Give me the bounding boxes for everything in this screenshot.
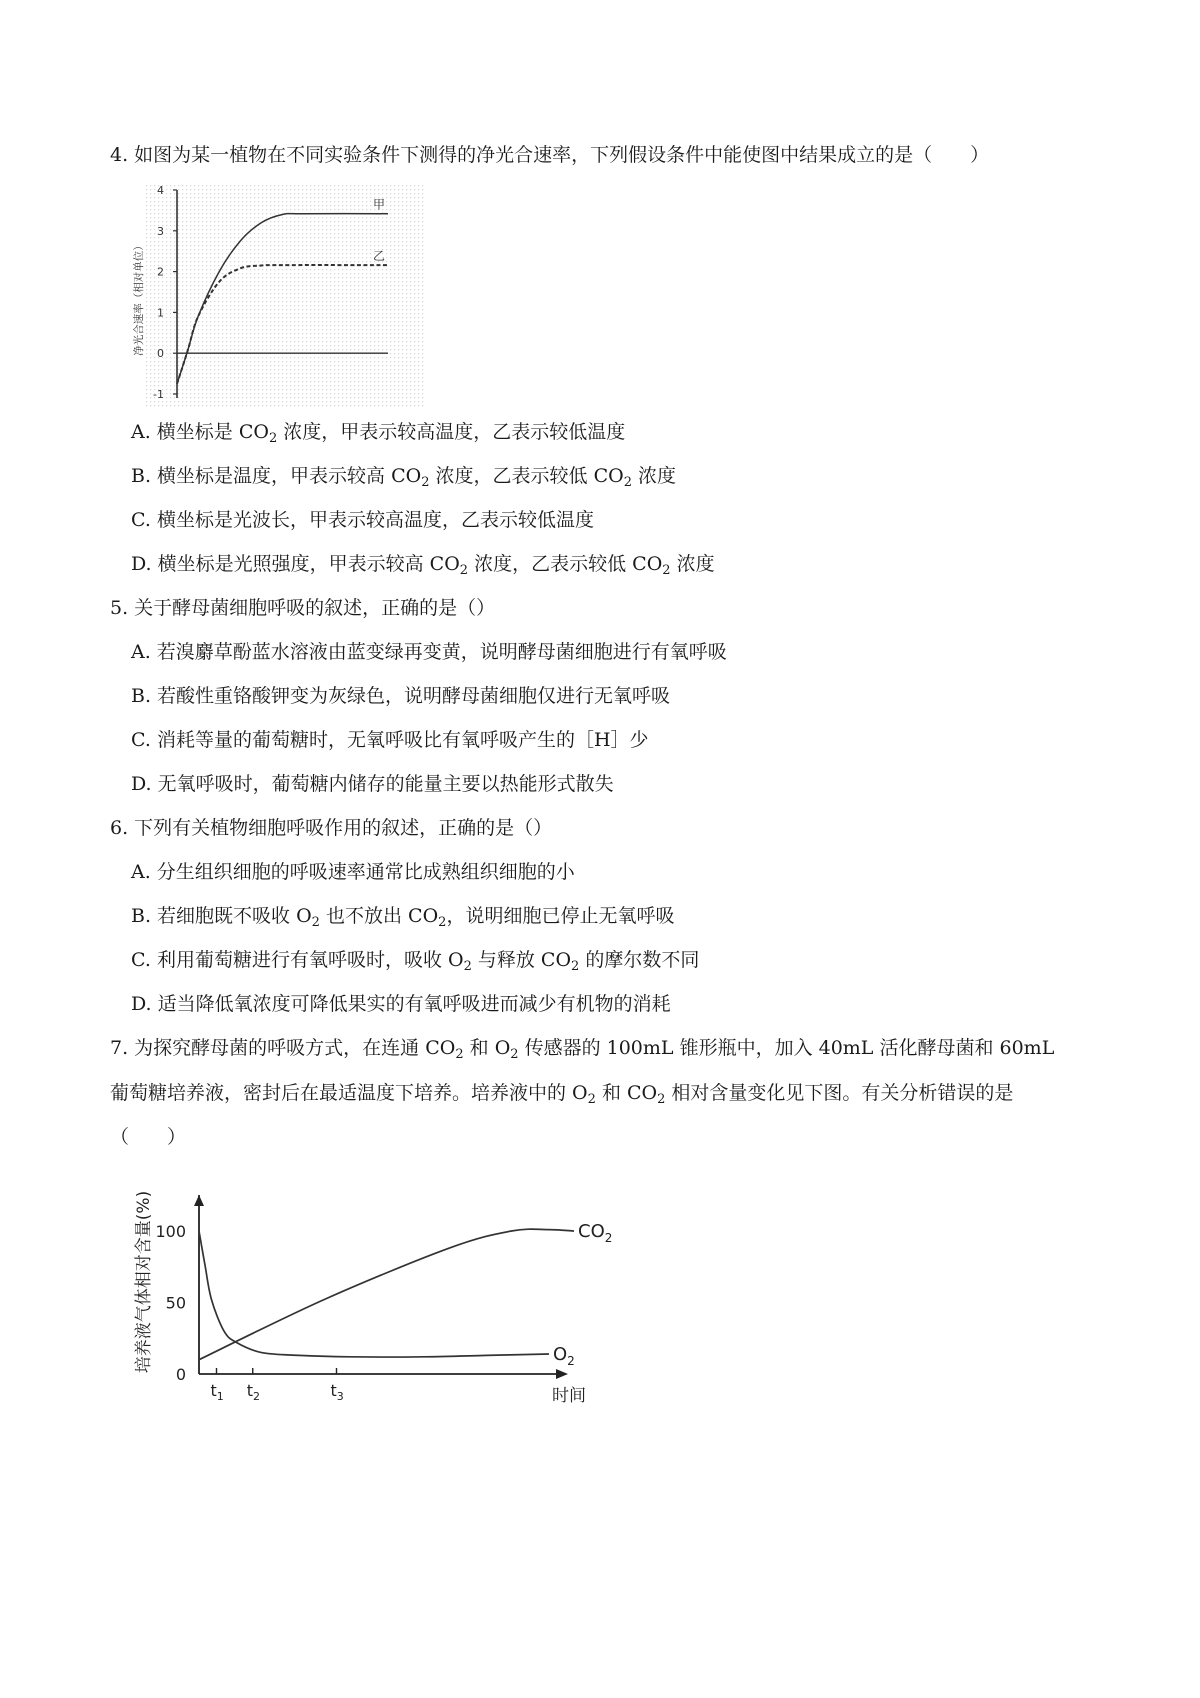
q6-b-sub1: 2 xyxy=(438,915,447,930)
question-6-option-c xyxy=(131,948,699,972)
chart2-y-tick-label: 0 xyxy=(175,1365,186,1384)
chart2-x-axis-label: 时间 xyxy=(552,1386,586,1406)
chart-yeast-gas-content xyxy=(120,1185,613,1530)
q6-c-sub0: 2 xyxy=(463,959,472,974)
q7-l1-sub0: 2 xyxy=(455,1047,464,1062)
q4-d-sub1: 2 xyxy=(662,563,671,578)
question-4-stem: 4. 如图为某一植物在不同实验条件下测得的净光合速率，下列假设条件中能使图中结果成立的是（ ） xyxy=(110,144,990,166)
question-4-option-b xyxy=(131,464,676,488)
q6-c-t1: 与释放 CO xyxy=(471,949,572,971)
q4-b-t0: B. 横坐标是温度，甲表示较高 CO xyxy=(131,465,422,487)
chart2-series-label-co2: $CO_2$ xyxy=(578,1221,613,1245)
chart-photosynthesis-rate xyxy=(130,185,430,410)
chart1-series-label-jia: 甲 xyxy=(373,197,386,212)
question-5-option-a: A. 若溴麝草酚蓝水溶液由蓝变绿再变黄，说明酵母菌细胞进行有氧呼吸 xyxy=(131,641,727,663)
q4-a-t1: 浓度，甲表示较高温度，乙表示较低温度 xyxy=(277,421,626,443)
q6-b-t1: 也不放出 CO xyxy=(319,905,439,927)
chart1-y-tick-label: 2 xyxy=(157,265,164,279)
chart2-x-axis-arrow xyxy=(556,1369,568,1379)
chart2-y-tick-label: 50 xyxy=(165,1293,186,1313)
q7-l1-sub1: 2 xyxy=(510,1047,519,1062)
question-7-stem-line-3: （ ） xyxy=(110,1126,187,1148)
q7-l1-t2: 传感器的 100mL 锥形瓶中，加入 40mL 活化酵母菌和 60mL xyxy=(518,1037,1055,1059)
q7-l1-t1: 和 O xyxy=(463,1037,511,1059)
q7-l2-t0: 葡萄糖培养液，密封后在最适温度下培养。培养液中的 O xyxy=(110,1082,588,1104)
q6-c-t2: 的摩尔数不同 xyxy=(579,949,700,971)
chart2-y-axis-label: 培养液气体相对含量(%) xyxy=(134,1190,154,1374)
q6-c-t0: C. 利用葡萄糖进行有氧呼吸时，吸收 O xyxy=(131,949,464,971)
question-5-stem: 5. 关于酵母菌细胞呼吸的叙述，正确的是（） xyxy=(110,597,496,619)
chart2-x-tick-label: $t_1$ xyxy=(210,1381,224,1403)
question-7-stem-line-2 xyxy=(110,1081,1013,1105)
q4-b-t1: 浓度，乙表示较低 CO xyxy=(429,465,624,487)
q4-d-t0: D. 横坐标是光照强度，甲表示较高 CO xyxy=(131,553,460,575)
chart1-y-tick-label: 4 xyxy=(157,184,164,197)
question-5-option-c: C. 消耗等量的葡萄糖时，无氧呼吸比有氧呼吸产生的［H］少 xyxy=(131,729,649,751)
chart1-series-label-yi: 乙 xyxy=(373,249,386,264)
q7-l2-sub0: 2 xyxy=(587,1092,596,1107)
q4-d-sub0: 2 xyxy=(459,563,469,578)
question-5-option-d: D. 无氧呼吸时，葡萄糖内储存的能量主要以热能形式散失 xyxy=(131,773,614,795)
chart2-y-tick-label: 100 xyxy=(155,1222,186,1241)
chart1-y-tick-label: -1 xyxy=(153,388,164,401)
chart2-x-tick-label: $t_2$ xyxy=(246,1381,261,1403)
chart1-y-axis-label: 净光合速率（相对单位） xyxy=(133,240,145,356)
chart2-x-tick-label: $t_3$ xyxy=(330,1381,344,1403)
q7-l2-t1: 和 CO xyxy=(595,1082,658,1104)
q6-b-t2: ，说明细胞已停止无氧呼吸 xyxy=(446,905,675,927)
q6-b-sub0: 2 xyxy=(311,915,320,930)
q4-d-t2: 浓度 xyxy=(670,553,715,575)
q6-b-t0: B. 若细胞既不吸收 O xyxy=(131,905,312,927)
q7-l1-t0: 7. 为探究酵母菌的呼吸方式，在连通 CO xyxy=(110,1037,456,1059)
q4-d-t1: 浓度，乙表示较低 CO xyxy=(468,553,663,575)
question-6-option-d: D. 适当降低氧浓度可降低果实的有氧呼吸进而减少有机物的消耗 xyxy=(131,993,671,1015)
chart2-y-axis-arrow xyxy=(194,1195,204,1206)
chart2-series-o2-line xyxy=(199,1231,549,1357)
chart2-series-co2-line xyxy=(199,1229,574,1360)
q4-b-t2: 浓度 xyxy=(631,465,677,487)
q4-c-t0: C. 横坐标是光波长，甲表示较高温度，乙表示较低温度 xyxy=(131,509,594,531)
chart1-grid-background xyxy=(145,185,425,407)
q4-b-sub1: 2 xyxy=(623,475,632,490)
chart1-y-tick-label: 1 xyxy=(157,306,164,320)
q4-a-t0: A. 横坐标是 CO xyxy=(131,421,269,443)
question-6-option-b xyxy=(131,904,674,928)
q7-l2-sub1: 2 xyxy=(657,1092,666,1107)
q4-a-sub0: 2 xyxy=(268,431,278,446)
question-4-option-d xyxy=(131,552,715,576)
chart1-y-tick-label: 3 xyxy=(157,224,164,238)
q7-l2-t2: 相对含量变化见下图。有关分析错误的是 xyxy=(665,1082,1014,1104)
q4-b-sub0: 2 xyxy=(421,475,430,490)
chart1-y-tick-label: 0 xyxy=(157,347,164,361)
question-5-option-b: B. 若酸性重铬酸钾变为灰绿色，说明酵母菌细胞仅进行无氧呼吸 xyxy=(131,685,671,707)
chart2-series-label-o2: $O_2$ xyxy=(553,1343,575,1368)
q6-c-sub1: 2 xyxy=(571,959,580,974)
question-6-option-a: A. 分生组织细胞的呼吸速率通常比成熟组织细胞的小 xyxy=(131,861,575,883)
question-6-stem: 6. 下列有关植物细胞呼吸作用的叙述，正确的是（） xyxy=(110,817,553,839)
question-4-option-a xyxy=(131,420,625,444)
question-4-option-c xyxy=(131,508,594,532)
question-7-stem-line-1 xyxy=(110,1036,1054,1060)
